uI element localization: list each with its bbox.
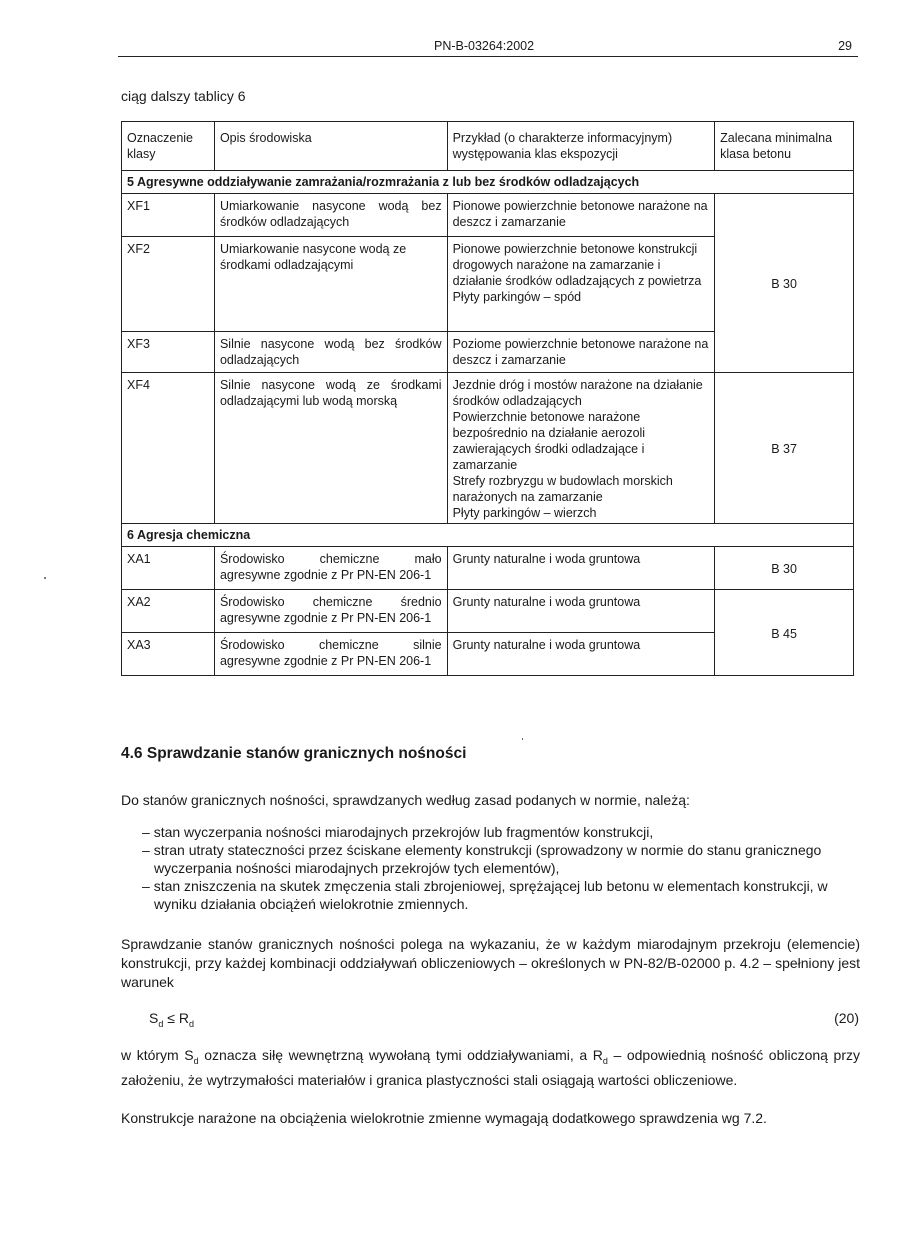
example-line: Jezdnie dróg i mostów narażone na działanie środków odladzających bbox=[452, 378, 703, 408]
description-cell: Silnie nasycone wodą bez środków odladzających bbox=[214, 332, 447, 373]
formula-lhs-subscript: d bbox=[158, 1018, 164, 1029]
table-row bbox=[122, 547, 854, 590]
section-row bbox=[122, 524, 854, 547]
description-cell: Środowisko chemiczne mało agresywne zgodnie z Pr PN-EN 206-1 bbox=[214, 547, 447, 590]
class-cell: XA3 bbox=[122, 633, 215, 676]
example-cell bbox=[447, 373, 715, 524]
header-min-grade: Zalecana minimalna klasa betonu bbox=[715, 122, 854, 171]
description-cell: Silnie nasycone wodą ze środkami odladzającymi lub wodą morską bbox=[214, 373, 447, 524]
header-example: Przykład (o charakterze informacyjnym) występowania klas ekspozycji bbox=[447, 122, 715, 171]
class-cell: XA2 bbox=[122, 590, 215, 633]
example-cell: Poziome powierzchnie betonowe narażone na deszcz i zamarzanie bbox=[447, 332, 715, 373]
list-item: – stan wyczerpania nośności miarodajnych przekrojów lub fragmentów konstrukcji, bbox=[121, 823, 860, 841]
list-item: – stan zniszczenia na skutek zmęczenia stali zbrojeniowej, sprężającej lub betonu w elementach konstrukcji, w wyniku działania obciążeń wielokrotnie zmiennych. bbox=[121, 877, 860, 913]
limit-states-list bbox=[121, 823, 860, 913]
where-text: w którym S bbox=[121, 1047, 194, 1063]
table-row bbox=[122, 373, 854, 524]
page-header bbox=[118, 36, 858, 57]
equation-number: (20) bbox=[834, 1010, 859, 1026]
section-heading: 4.6 Sprawdzanie stanów granicznych nośności bbox=[121, 745, 467, 762]
class-cell: XF2 bbox=[122, 237, 215, 332]
description-cell: Środowisko chemiczne średnio agresywne zgodnie z Pr PN-EN 206-1 bbox=[214, 590, 447, 633]
section-row bbox=[122, 171, 854, 194]
grade-cell: B 30 bbox=[715, 194, 854, 373]
header-class: Oznaczenie klasy bbox=[122, 122, 215, 171]
example-line: Płyty parkingów – wierzch bbox=[452, 506, 597, 520]
where-subscript: d bbox=[602, 1055, 608, 1066]
class-cell: XF4 bbox=[122, 373, 215, 524]
section-6-title: 6 Agresja chemiczna bbox=[122, 524, 854, 547]
fatigue-note-paragraph: Konstrukcje narażone na obciążenia wielokrotnie zmienne wymagają dodatkowego sprawdzenia wg 7.2. bbox=[121, 1110, 767, 1126]
example-line: Powierzchnie betonowe narażone bezpośrednio na działanie aerozoli zawierających środki odladzające i zamarzanie bbox=[452, 410, 646, 472]
formula bbox=[149, 1010, 194, 1029]
table-header-row bbox=[122, 122, 854, 171]
scan-speck bbox=[522, 738, 523, 740]
section-5-title: 5 Agresywne oddziaływanie zamrażania/rozmrażania z lub bez środków odladzających bbox=[122, 171, 854, 194]
formula-rhs: R bbox=[178, 1010, 189, 1026]
example-line: Płyty parkingów – spód bbox=[452, 290, 582, 304]
description-cell: Umiarkowanie nasycone wodą bez środków odladzających bbox=[214, 194, 447, 237]
table-row bbox=[122, 194, 854, 237]
standard-code: PN-B-03264:2002 bbox=[434, 39, 535, 53]
class-cell: XA1 bbox=[122, 547, 215, 590]
example-cell: Grunty naturalne i woda gruntowa bbox=[447, 590, 715, 633]
example-line: Strefy rozbryzgu w budowlach morskich narażonych na zamarzanie bbox=[452, 474, 673, 504]
where-text: – odpowiednią nośność obliczoną przy założeniu, że wytrzymałości materiałów i granica plastyczności stali osiągają wartości obliczeniowe. bbox=[121, 1047, 860, 1088]
example-cell: Grunty naturalne i woda gruntowa bbox=[447, 547, 715, 590]
grade-cell: B 30 bbox=[715, 547, 854, 590]
example-cell: Grunty naturalne i woda gruntowa bbox=[447, 633, 715, 676]
example-line: Pionowe powierzchnie betonowe konstrukcji drogowych narażone na zamarzanie i działanie środków odladzających z powietrza bbox=[452, 242, 702, 288]
class-cell: XF1 bbox=[122, 194, 215, 237]
verification-paragraph: Sprawdzanie stanów granicznych nośności polega na wykazaniu, że w każdym miarodajnym przekroju (elemencie) konstrukcji, przy każdej kombinacji oddziaływań obliczeniowych – określonych w PN-82/B-02000 p. 4.2 – spełniony jest warunek bbox=[121, 936, 860, 990]
description-cell: Umiarkowanie nasycone wodą ze środkami odladzającymi bbox=[214, 237, 447, 332]
where-subscript: d bbox=[193, 1055, 199, 1066]
scan-speck bbox=[44, 577, 46, 579]
formula-rhs-subscript: d bbox=[188, 1018, 194, 1029]
list-item: – stran utraty stateczności przez ściskane elementy konstrukcji (sprowadzony w normie do stanu granicznego wyczerpania nośności miarodajnych przekrojów tych elementów), bbox=[121, 841, 860, 877]
grade-cell: B 37 bbox=[715, 373, 854, 524]
description-cell: Środowisko chemiczne silnie agresywne zgodnie z Pr PN-EN 206-1 bbox=[214, 633, 447, 676]
page-number: 29 bbox=[838, 39, 852, 53]
table-row bbox=[122, 590, 854, 633]
formula-operator: ≤ bbox=[167, 1010, 175, 1026]
header-environment: Opis środowiska bbox=[214, 122, 447, 171]
class-cell: XF3 bbox=[122, 332, 215, 373]
where-text: oznacza siłę wewnętrzną wywołaną tymi oddziaływaniami, a R bbox=[198, 1047, 603, 1063]
intro-paragraph: Do stanów granicznych nośności, sprawdzanych według zasad podanych w normie, należą: bbox=[121, 792, 690, 808]
exposure-class-table bbox=[121, 121, 854, 676]
formula-lhs: S bbox=[149, 1010, 159, 1026]
table-continued-label: ciąg dalszy tablicy 6 bbox=[121, 88, 246, 104]
where-paragraph bbox=[121, 1046, 860, 1090]
example-cell: Pionowe powierzchnie betonowe narażone na deszcz i zamarzanie bbox=[447, 194, 715, 237]
grade-cell: B 45 bbox=[715, 590, 854, 676]
example-cell bbox=[447, 237, 715, 332]
